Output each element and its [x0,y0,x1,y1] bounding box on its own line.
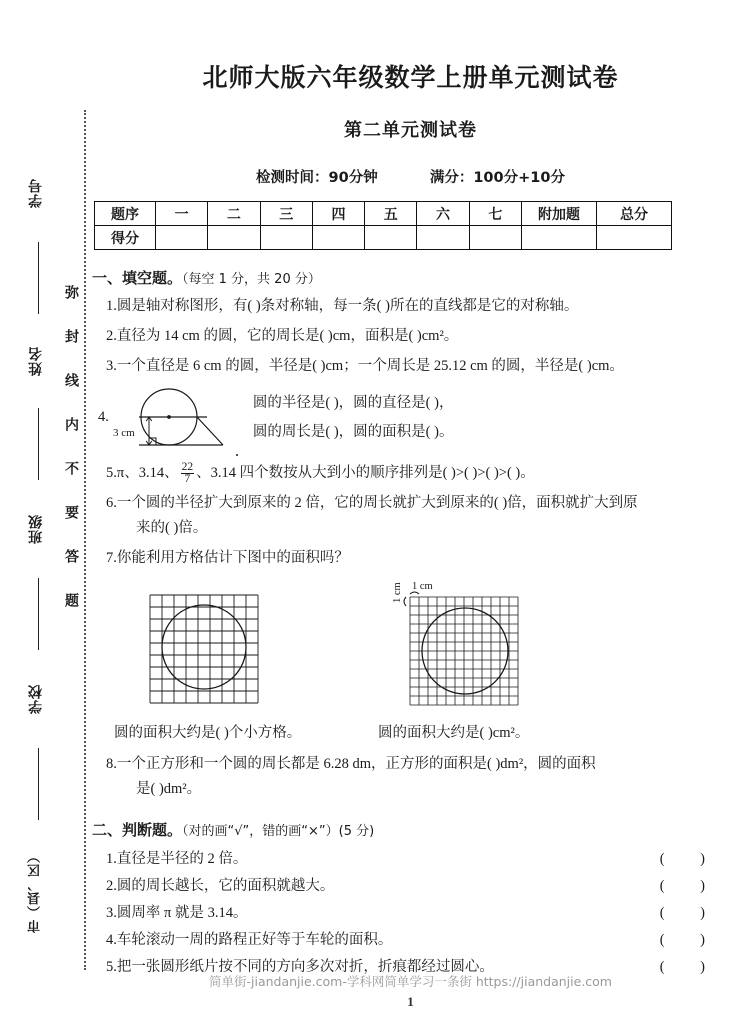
tf4-text: 车轮滚动一周的路程正好等于车轮的面积。 [116,932,393,948]
page-subtitle: 第二单元测试卷 [344,120,477,141]
left-grid-circle [162,605,246,689]
seal-field-class: 班级 [28,514,44,544]
score-table-row-label-1: 得分 [95,226,156,250]
tf2-number: 2. [106,878,117,894]
q5-number: 5. [106,465,117,481]
seal-field-school: 学校 [28,684,44,714]
q7-left-figure-block [92,581,370,742]
score-col-1: 一 [156,202,208,226]
q7-figures-row [92,581,729,742]
q6-text: 一个圆的半径扩大到原来的 2 倍，它的周长就扩大到原来的( )倍，面积就扩大到原 [116,495,638,511]
tf5-text: 把一张圆形纸片按不同的方向多次对折，折痕都经过圆心。 [116,959,494,975]
q7-right-figure-block [370,581,648,742]
q1-text: 圆是轴对称图形，有( )条对称轴，每一条( )所在的直线都是它的对称轴。 [116,298,579,314]
right-grid-lines [410,597,518,705]
q7-right-label-top: 1 cm [412,581,433,592]
q3-text: 一个直径是 6 cm 的圆，半径是( )cm；一个周长是 25.12 cm 的圆，半径是( )cm。 [116,358,624,374]
score-cell-3[interactable] [260,226,312,250]
q7-right-grid [370,581,648,709]
seal-field-column [26,150,52,960]
q5-post: 、3.14 四个数按从大到小的顺序排列是( )>( )>( )>( )。 [196,465,535,481]
score-col-total: 总分 [597,202,672,226]
score-col-5: 五 [365,202,417,226]
score-table [94,201,672,250]
score-col-4: 四 [312,202,364,226]
top-brace-icon [410,592,419,594]
tf-question-1 [106,846,729,873]
q5-fraction-denominator: 7 [184,473,191,486]
score-cell-2[interactable] [208,226,260,250]
seal-margin [0,0,92,1021]
seal-vertical-note: 弥封线内不要答题 [63,285,79,637]
question-1-8 [106,752,729,802]
question-1-3 [106,354,729,379]
tf-question-2 [106,873,729,900]
figure-hypotenuse [197,417,223,445]
seal-field-city: 市（县、区） [28,849,43,933]
tf2-answer-blank[interactable]: ( ) [659,878,721,894]
exam-meta [92,166,729,187]
table-row-scores [95,226,672,250]
q8-text: 一个正方形和一个圆的周长都是 6.28 dm，正方形的面积是( )dm²，圆的面积 [116,756,596,772]
q7-left-caption: 圆的面积大约是( )个小方格。 [114,725,302,741]
tf1-text: 直径是半径的 2 倍。 [116,851,248,867]
seal-dotted-line [84,110,86,970]
exam-time-label: 检测时间：90分钟 [256,170,378,186]
score-cell-6[interactable] [417,226,469,250]
score-col-6: 六 [417,202,469,226]
score-cell-5[interactable] [365,226,417,250]
q8-number: 8. [106,756,117,772]
score-cell-total[interactable] [597,226,672,250]
score-col-2: 二 [208,202,260,226]
q5-pre: π、3.14、 [116,465,179,481]
tf-question-4 [106,927,729,954]
q8-text-line2: 是( )dm²。 [136,781,202,797]
seal-rule-2 [38,408,39,480]
seal-field-name: 姓名 [28,346,44,376]
q2-text: 直径为 14 cm 的圆，它的周长是( )cm，面积是( )cm²。 [116,328,459,344]
section-1-title: 一、填空题。 [92,269,183,287]
q6-number: 6. [106,495,117,511]
q7-text: 你能利用方格估计下图中的面积吗？ [116,550,349,566]
tf1-answer-blank[interactable]: ( ) [659,851,721,867]
question-1-6 [106,491,729,541]
score-cell-1[interactable] [156,226,208,250]
q4-text-block [253,385,454,447]
side-brace-icon [404,597,406,606]
question-1-1 [106,294,729,319]
table-row-header [95,202,672,226]
footer-watermark: 简单街-jiandanjie.com-学科网简单学习一条街 https://jiandanjie.com [208,974,612,989]
q4-line-1: 圆的半径是( )，圆的直径是( )， [252,395,454,411]
q2-number: 2. [106,328,117,344]
tf5-number: 5. [106,959,117,975]
score-cell-bonus[interactable] [522,226,597,250]
q5-repeating-decimal [196,461,535,486]
section-1-note: （每空 1 分，共 20 分） [182,272,321,287]
score-cell-7[interactable] [469,226,521,250]
q7-right-label-side: 1 cm [392,582,403,603]
q7-number: 7. [106,550,117,566]
section-heading-1 [92,267,729,288]
question-1-5 [106,461,729,486]
tf3-answer-blank[interactable]: ( ) [659,905,721,921]
page-number: 1 [407,994,414,1009]
question-1-7 [106,546,729,571]
section-2-note: （对的画“√”，错的画“×”）(5 分) [182,824,375,839]
q7-right-caption: 圆的面积大约是( )cm²。 [378,725,530,741]
seal-field-student-id: 学号 [28,178,44,208]
q4-line-2: 圆的周长是( )，圆的面积是( )。 [252,424,454,440]
left-grid-lines [150,595,258,703]
q7-left-grid [92,581,370,709]
paper-content [92,0,729,1021]
q1-number: 1. [106,298,117,314]
tf1-number: 1. [106,851,117,867]
exam-total-score-label: 满分：100分+10分 [429,170,565,186]
tf4-answer-blank[interactable]: ( ) [659,932,721,948]
question-1-4 [98,385,729,457]
score-col-bonus: 附加题 [522,202,597,226]
score-col-3: 三 [260,202,312,226]
seal-rule-4 [38,748,39,820]
q5-fraction-22-over-7 [181,462,195,485]
score-cell-4[interactable] [312,226,364,250]
q4-number: 4. [98,409,109,425]
page-title: 北师大版六年级数学上册单元测试卷 [202,63,619,92]
seal-rule-1 [38,242,39,314]
seal-rule-3 [38,578,39,650]
tf3-number: 3. [106,905,117,921]
q4-circle-triangle-figure [111,385,239,457]
score-table-row-label-0: 题序 [95,202,156,226]
section-heading-2 [92,819,729,840]
score-col-7: 七 [469,202,521,226]
tf3-text: 圆周率 π 就是 3.14。 [116,905,248,921]
tf5-answer-blank[interactable]: ( ) [659,959,721,975]
section-2-title: 二、判断题。 [92,821,183,839]
figure-label-3cm: 3 cm [112,427,135,439]
tf4-number: 4. [106,932,117,948]
tf-question-3 [106,900,729,927]
question-1-2 [106,324,729,349]
q6-text-line2: 来的( )倍。 [136,520,208,536]
q5-fraction-numerator: 22 [181,461,194,474]
tf2-text: 圆的周长越长，它的面积就越大。 [116,878,335,894]
q3-number: 3. [106,358,117,374]
